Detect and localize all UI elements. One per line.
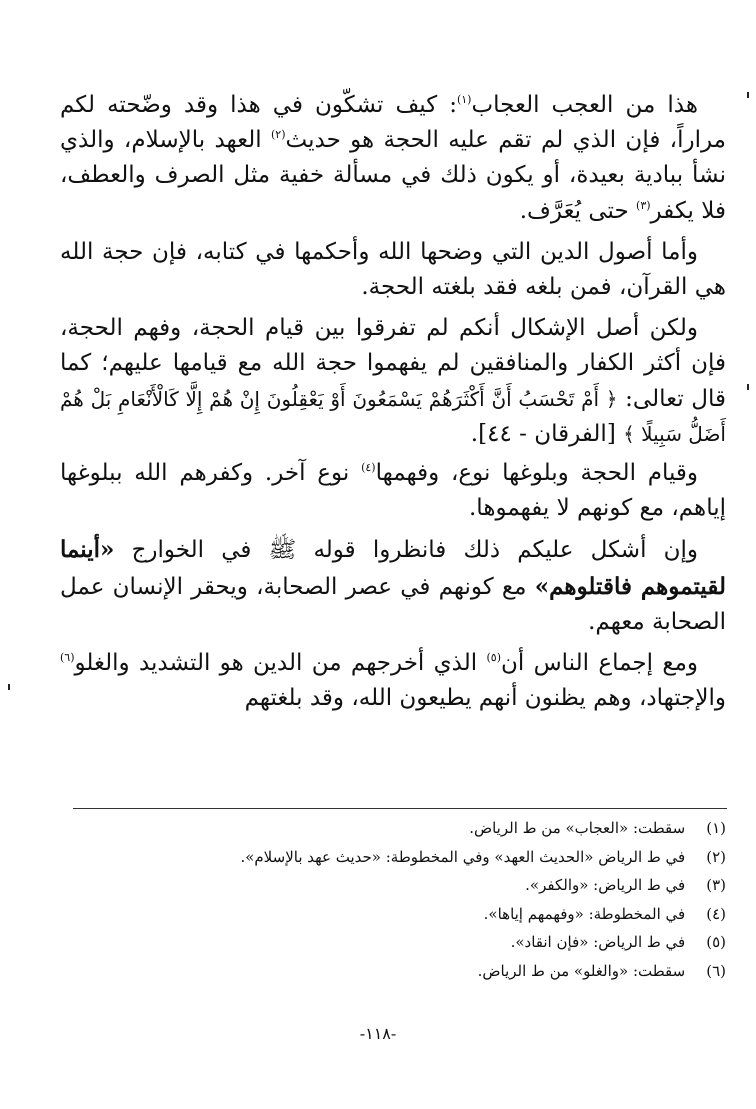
footnote — [60, 871, 726, 900]
footnote-text: في المخطوطة: «وفهمهم إياها». — [483, 904, 686, 923]
text-segment: هذا من العجب العجاب — [471, 92, 698, 118]
quran-verse: ﴿ أَمْ تَحْسَبُ أَنَّ أَكْثَرَهُمْ يَسْمَعُونَ أَوْ يَعْقِلُونَ إِنْ هُمْ إِلَّا كَالْأَنْعَامِ بَلْ هُمْ أَضَلُّ سَبِيلًا ﴾ — [60, 386, 726, 446]
footnote-text: في ط الرياض: «فإن انقاد». — [510, 933, 686, 952]
margin-mark — [8, 684, 10, 690]
text-segment: ومع إجماع الناس أن — [500, 650, 698, 677]
footnote-number: (١) — [706, 819, 726, 837]
paragraph — [60, 88, 726, 229]
footnote — [60, 928, 726, 957]
footnote-reference: (٥) — [486, 651, 501, 665]
footnote-reference: (٣) — [636, 198, 651, 212]
text-segment: والإجتهاد، وهم يظنون أنهم يطيعون الله، وقد بلغتهم — [244, 685, 726, 712]
footnote — [60, 814, 726, 843]
paragraph — [60, 456, 726, 526]
text-segment: العهد بالإسلام، والذي نشأ ببادية بعيدة، أو يكون ذلك في مسألة خفية مثل الصرف والعطف، فلا يكفر — [60, 127, 726, 224]
text-segment: وأما أصول الدين التي وضحها الله وأحكمها في كتابه، فإن حجة الله هي القرآن، فمن بلغه فقد بلغته الحجة. — [60, 238, 726, 301]
text-segment: حتى يُعَرَّف. — [519, 197, 637, 224]
paragraph — [60, 235, 726, 305]
footnote-text: سقطت: «العجاب» من ط الرياض. — [469, 819, 686, 837]
footnote-text: في ط الرياض: «والكفر». — [525, 876, 686, 895]
footnote-number: (٢) — [706, 847, 726, 866]
footnote-reference: (٦) — [60, 651, 75, 665]
footnote-text: في ط الرياض «الحديث العهد» وفي المخطوطة: «حديث عهد بالإسلام». — [240, 847, 686, 866]
paragraph — [60, 532, 726, 640]
footnote — [60, 843, 726, 872]
paragraph — [60, 311, 726, 452]
footnote — [60, 957, 726, 986]
footnote-reference: (٤) — [361, 461, 376, 475]
footnote-reference: (١) — [456, 93, 472, 106]
text-segment: الذي أخرجهم من الدين هو التشديد والغلو — [74, 650, 487, 677]
text-segment: [الفرقان - ٤٤]. — [470, 420, 624, 447]
footnote-reference: (٢) — [271, 128, 286, 142]
text-segment: نوع آخر. وكفرهم الله ببلوغها إياهم، مع كونهم لا يفهموها. — [60, 460, 726, 522]
paragraph — [60, 646, 726, 716]
text-segment: وإن أشكل عليكم ذلك فانظروا قوله ﷺ في الخوارج — [114, 537, 698, 564]
text-segment: ولكن أصل الإشكال أنكم لم تفرقوا بين قيام الحجة، وفهم الحجة، فإن أكثر الكفار والمنافقين لم يفهموا حجة الله مع قيامها عليهم؛ كما قال تعالى: — [60, 315, 726, 412]
footnote-text: سقطت: «والغلو» من ط الرياض. — [477, 961, 686, 980]
footnote-number: (٥) — [706, 933, 726, 952]
footnote-divider — [73, 808, 727, 809]
footnote-number: (٣) — [706, 876, 726, 895]
margin-mark — [747, 92, 749, 98]
margin-mark — [747, 384, 749, 390]
footnote-number: (٦) — [706, 961, 726, 980]
main-text — [60, 88, 726, 720]
page-number: -١١٨- — [359, 1024, 397, 1043]
footnote-number: (٤) — [706, 904, 726, 923]
footnotes — [60, 814, 726, 986]
text-segment: مع كونهم في عصر الصحابة، ويحقر الإنسان عمل الصحابة معهم. — [60, 573, 726, 635]
footnote — [60, 900, 726, 929]
hadith-quote: «أينما لقيتموهم فاقتلوهم» — [60, 536, 727, 600]
text-segment: : كيف تشكّون في هذا وقد وضّحته لكم مراراً، فإن الذي لم تقم عليه الحجة هو حديث — [60, 92, 726, 154]
text-segment: وقيام الحجة وبلوغها نوع، وفهمها — [375, 460, 699, 487]
